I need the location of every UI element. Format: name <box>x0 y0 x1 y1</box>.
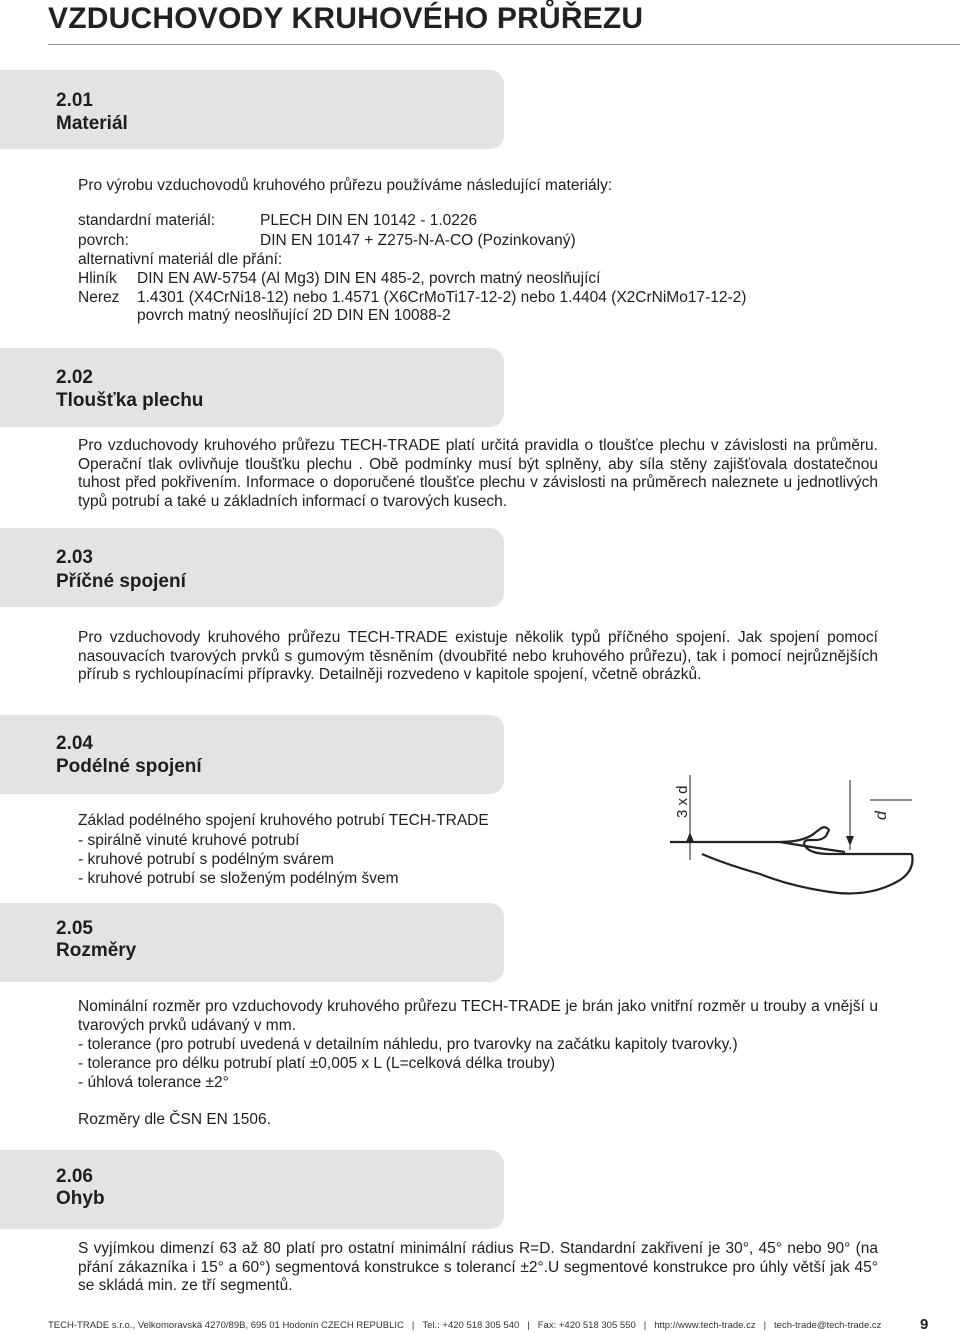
joint-item: - spirálně vinuté kruhové potrubí <box>78 832 300 849</box>
section-title: Tloušťka plechu <box>56 390 204 411</box>
section-number: 2.06 <box>56 1166 93 1187</box>
section-title: Materiál <box>56 113 128 134</box>
footer-tel: Tel.: +420 518 305 540 <box>422 1320 520 1331</box>
section-title: Rozměry <box>56 940 137 961</box>
norm-reference: Rozměry dle ČSN EN 1506. <box>78 1111 271 1128</box>
dimension-d-label: d <box>873 811 890 820</box>
standard-material-value: PLECH DIN EN 10142 - 1.0226 <box>260 212 478 229</box>
section-number: 2.04 <box>56 733 93 754</box>
surface-value: DIN EN 10147 + Z275-N-A-CO (Pozinkovaný) <box>260 232 576 249</box>
page-title: VZDUCHOVODY KRUHOVÉHO PRŮŘEZU <box>48 2 644 35</box>
joint-item: - kruhové potrubí se složeným podélným švem <box>78 870 399 887</box>
footer-web-link[interactable]: http://www.tech-trade.cz <box>654 1320 756 1331</box>
footer-email-link[interactable]: tech-trade@tech-trade.cz <box>774 1320 882 1331</box>
standard-material-label: standardní materiál: <box>78 212 215 229</box>
section-text: S vyjímkou dimenzí 63 až 80 platí pro ostatní minimální rádius R=D. Standardní zakřivení je 30°, 45° nebo 90° (na přání zákazníka i 15° a 60°) segmentová konstrukce s tolerancí ±2°.U segmentové konstrukce pro úhly větší jak 45° se skládá min. ze tří segmentů. <box>78 1240 878 1295</box>
section-number: 2.03 <box>56 547 93 568</box>
joint-item: - kruhové potrubí s podélným svárem <box>78 851 334 868</box>
alternative-material-label: alternativní materiál dle přání: <box>78 251 283 268</box>
seam-diagram <box>630 770 930 900</box>
section-intro: Pro výrobu vzduchovodů kruhového průřezu používáme následující materiály: <box>78 177 613 194</box>
seam-profile <box>670 827 913 893</box>
stainless-surface: povrch matný neoslňující 2D DIN EN 10088-2 <box>137 307 451 324</box>
section-number: 2.02 <box>56 367 93 388</box>
footer: TECH-TRADE s.r.o., Velkomoravská 4270/89B, 695 01 Hodonín CZECH REPUBLIC | Tel.: +420 518 305 540 | Fax: +420 518 305 550 | http://www.tech-trade.cz | tech-trade@tech-trade.cz <box>48 1320 882 1331</box>
seam-arrows <box>686 832 854 846</box>
tolerance-item: - tolerance (pro potrubí uvedená v detailním náhledu, pro tvarovky na začátku kapitoly tvarovky.) <box>78 1036 738 1053</box>
tolerance-item: - tolerance pro délku potrubí platí ±0,005 x L (L=celková délka trouby) <box>78 1055 556 1072</box>
joint-intro: Základ podélného spojení kruhového potrubí TECH-TRADE <box>78 812 489 829</box>
tolerance-item: - úhlová tolerance ±2° <box>78 1074 229 1091</box>
page-number: 9 <box>920 1316 929 1333</box>
dimension-3xd-label: 3 x d <box>674 785 691 818</box>
section-text: Pro vzduchovody kruhového průřezu TECH-TRADE platí určitá pravidla o tloušťce plechu v závislosti na průměru. Operační tlak ovlivňuje tloušťku plechu . Obě podmínky musí být splněny, aby síla stěny zajišťovala dostatečnou tuhost před pokřivením. Informace o doporučené tloušťce plechu v závislosti na průměrech naleznete u jednotlivých typů potrubí a také u základních informací o tvarových kusech. <box>78 437 878 510</box>
section-title: Příčné spojení <box>56 571 186 592</box>
aluminium-value: DIN EN AW-5754 (Al Mg3) DIN EN 485-2, povrch matný neoslňující <box>137 270 601 287</box>
stainless-value: 1.4301 (X4CrNi18-12) nebo 1.4571 (X6CrMoTi17-12-2) nebo 1.4404 (X2CrNiMo17-12-2) <box>137 289 747 306</box>
section-text: Nominální rozměr pro vzduchovody kruhového průřezu TECH-TRADE je brán jako vnitřní rozměr u trouby a vnější u tvarových prvků udávaný v mm. <box>78 998 878 1034</box>
surface-label: povrch: <box>78 232 129 249</box>
section-number: 2.05 <box>56 918 93 939</box>
title-divider <box>48 44 960 45</box>
footer-fax: Fax: +420 518 305 550 <box>537 1320 636 1331</box>
section-title: Podélné spojení <box>56 756 202 777</box>
stainless-label: Nerez <box>78 289 120 306</box>
aluminium-label: Hliník <box>78 270 117 287</box>
section-number: 2.01 <box>56 90 93 111</box>
footer-company: TECH-TRADE s.r.o., Velkomoravská 4270/89B, 695 01 Hodonín CZECH REPUBLIC <box>48 1320 404 1331</box>
section-text: Pro vzduchovody kruhového průřezu TECH-TRADE existuje několik typů příčného spojení. Jak spojení pomocí nasouvacích tvarových prvků s gumovým těsněním (dvoubřité nebo kruhového průřezu), tak i pomocí nejrůznějších přírub s rychloupínacími přípravky. Detailněji rozvedeno v kapitole spojení, včetně obrázků. <box>78 629 878 684</box>
section-title: Ohyb <box>56 1188 105 1209</box>
